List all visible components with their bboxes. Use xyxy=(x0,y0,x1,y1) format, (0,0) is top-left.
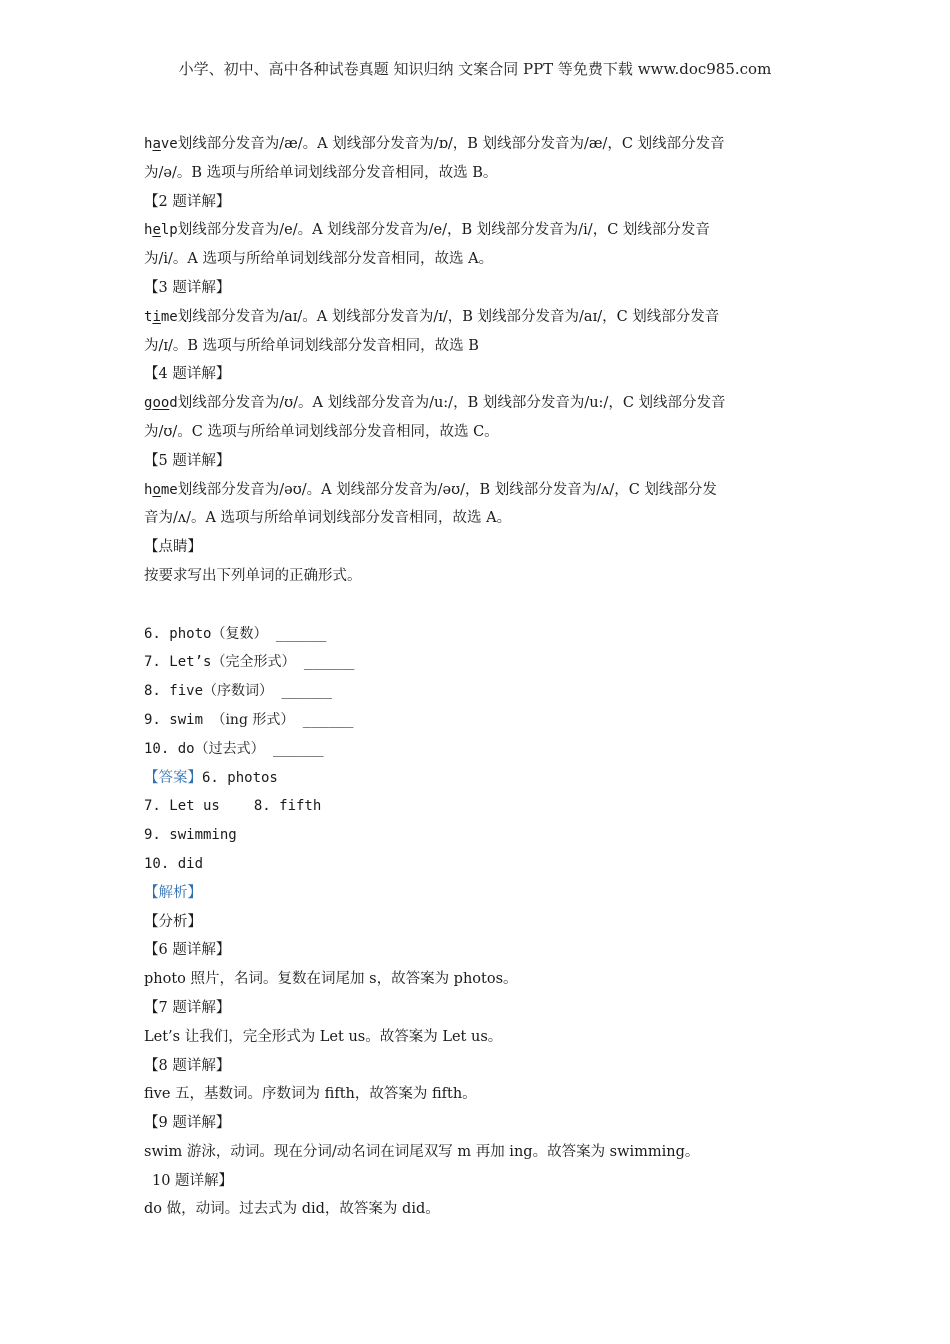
detail-title: 【7 题详解】 xyxy=(144,999,231,1016)
q5-text-1: 划线部分发音为/əʊ/。A 划线部分发音为/əʊ/，B 划线部分发音为/ʌ/，C 划线部分发 xyxy=(177,481,717,498)
q3-word-underlined: i xyxy=(152,308,161,325)
q4-title: 【4 题详解】 xyxy=(144,366,231,383)
question-item: 6. photo（复数） ______ xyxy=(144,625,327,642)
answer-label: 【答案】 xyxy=(144,769,202,786)
page-header: 小学、初中、高中各种试卷真题 知识归纳 文案合同 PPT 等免费下载 www.doc985.com xyxy=(178,60,772,78)
q1-word-pre: h xyxy=(144,136,153,152)
q4-word-underlined: oo xyxy=(152,395,170,412)
answer-8: 8. fifth xyxy=(253,798,322,815)
answer-blank: ______ xyxy=(273,740,324,757)
answer-line-1 xyxy=(144,764,810,793)
q3-title: 【3 题详解】 xyxy=(144,279,231,296)
spacer xyxy=(144,591,810,620)
q4-text-2: 为/ʊ/。C 选项与所给单词划线部分发音相同，故选 C。 xyxy=(144,423,499,440)
q2-word-underlined: e xyxy=(152,222,161,239)
q2-word-pre: h xyxy=(144,222,153,239)
q2-text-2: 为/i/。A 选项与所给单词划线部分发音相同，故选 A。 xyxy=(144,251,494,268)
q1-text-2: 为/ə/。B 选项与所给单词划线部分发音相同，故选 B。 xyxy=(144,164,498,181)
q4-word-pre: g xyxy=(144,395,153,412)
answer-9: 9. swimming xyxy=(144,827,237,844)
question-item: 9. swim （ing 形式） ______ xyxy=(144,711,354,728)
instruction-text: 按要求写出下列单词的正确形式。 xyxy=(144,567,362,584)
q3-text-2: 为/ɪ/。B 选项与所给单词划线部分发音相同，故选 B xyxy=(144,337,479,354)
document-body xyxy=(144,130,810,1224)
q3-text-1: 划线部分发音为/aɪ/。A 划线部分发音为/ɪ/，B 划线部分发音为/aɪ/，C 划线部分发音 xyxy=(177,308,720,325)
q5-word-pre: h xyxy=(144,481,153,498)
q5-word-post: me xyxy=(160,481,178,498)
q1-word-underlined: a xyxy=(152,136,161,152)
question-item: 10. do（过去式） ______ xyxy=(144,740,324,757)
detail-text: do 做，动词。过去式为 did，故答案为 did。 xyxy=(144,1201,440,1218)
q5-line-1 xyxy=(144,476,810,505)
q2-word-post: lp xyxy=(160,222,178,239)
question-item: 8. five（序数词） ______ xyxy=(144,683,333,700)
answer-blank: ______ xyxy=(302,711,354,728)
q3-word-pre: t xyxy=(144,308,153,325)
detail-text: five 五，基数词。序数词为 fifth，故答案为 fifth。 xyxy=(144,1086,477,1103)
answer-6: 6. photos xyxy=(202,769,278,786)
answer-line-2 xyxy=(144,792,810,821)
answer-7: 7. Let us xyxy=(144,798,220,815)
q3-line-1 xyxy=(144,303,810,332)
q3-word-post: me xyxy=(160,308,178,325)
question-item: 7. Let’s（完全形式） ______ xyxy=(144,654,355,671)
q2-line-1 xyxy=(144,216,810,245)
detail-title: 【6 题详解】 xyxy=(144,942,231,959)
jiexi-heading: 【解析】 xyxy=(144,884,202,901)
q2-text-1: 划线部分发音为/e/。A 划线部分发音为/e/，B 划线部分发音为/i/，C 划线部分发音 xyxy=(177,222,710,239)
q5-text-2: 音为/ʌ/。A 选项与所给单词划线部分发音相同，故选 A。 xyxy=(144,510,512,527)
q5-word-underlined: o xyxy=(152,481,161,498)
answer-blank: ______ xyxy=(281,683,333,700)
q1-word-post: ve xyxy=(160,136,178,152)
q1-line-1 xyxy=(144,130,810,159)
q1-text-1: 划线部分发音为/æ/。A 划线部分发音为/ɒ/，B 划线部分发音为/æ/，C 划线部分发音 xyxy=(177,136,725,152)
q4-text-1: 划线部分发音为/ʊ/。A 划线部分发音为/u:/，B 划线部分发音为/u:/，C 划线部分发音 xyxy=(177,395,726,412)
detail-title: 10 题详解】 xyxy=(152,1172,234,1189)
q4-line-1 xyxy=(144,389,810,418)
detail-title: 【9 题详解】 xyxy=(144,1115,231,1132)
q4-word-post: d xyxy=(169,395,178,412)
answer-blank: ______ xyxy=(303,654,355,671)
q2-title: 【2 题详解】 xyxy=(144,193,231,210)
fenxi-heading: 【分析】 xyxy=(144,913,202,930)
q5-title: 【5 题详解】 xyxy=(144,452,231,469)
detail-title: 【8 题详解】 xyxy=(144,1057,231,1074)
detail-text: photo 照片，名词。复数在词尾加 s，故答案为 photos。 xyxy=(144,971,518,988)
answer-10: 10. did xyxy=(144,855,204,872)
answer-blank: ______ xyxy=(275,625,327,642)
detail-text: swim 游泳，动词。现在分词/动名词在词尾双写 m 再加 ing。故答案为 swimming。 xyxy=(144,1143,700,1160)
dianjing-heading: 【点睛】 xyxy=(144,539,202,556)
detail-text: Let’s 让我们，完全形式为 Let us。故答案为 Let us。 xyxy=(144,1028,503,1045)
